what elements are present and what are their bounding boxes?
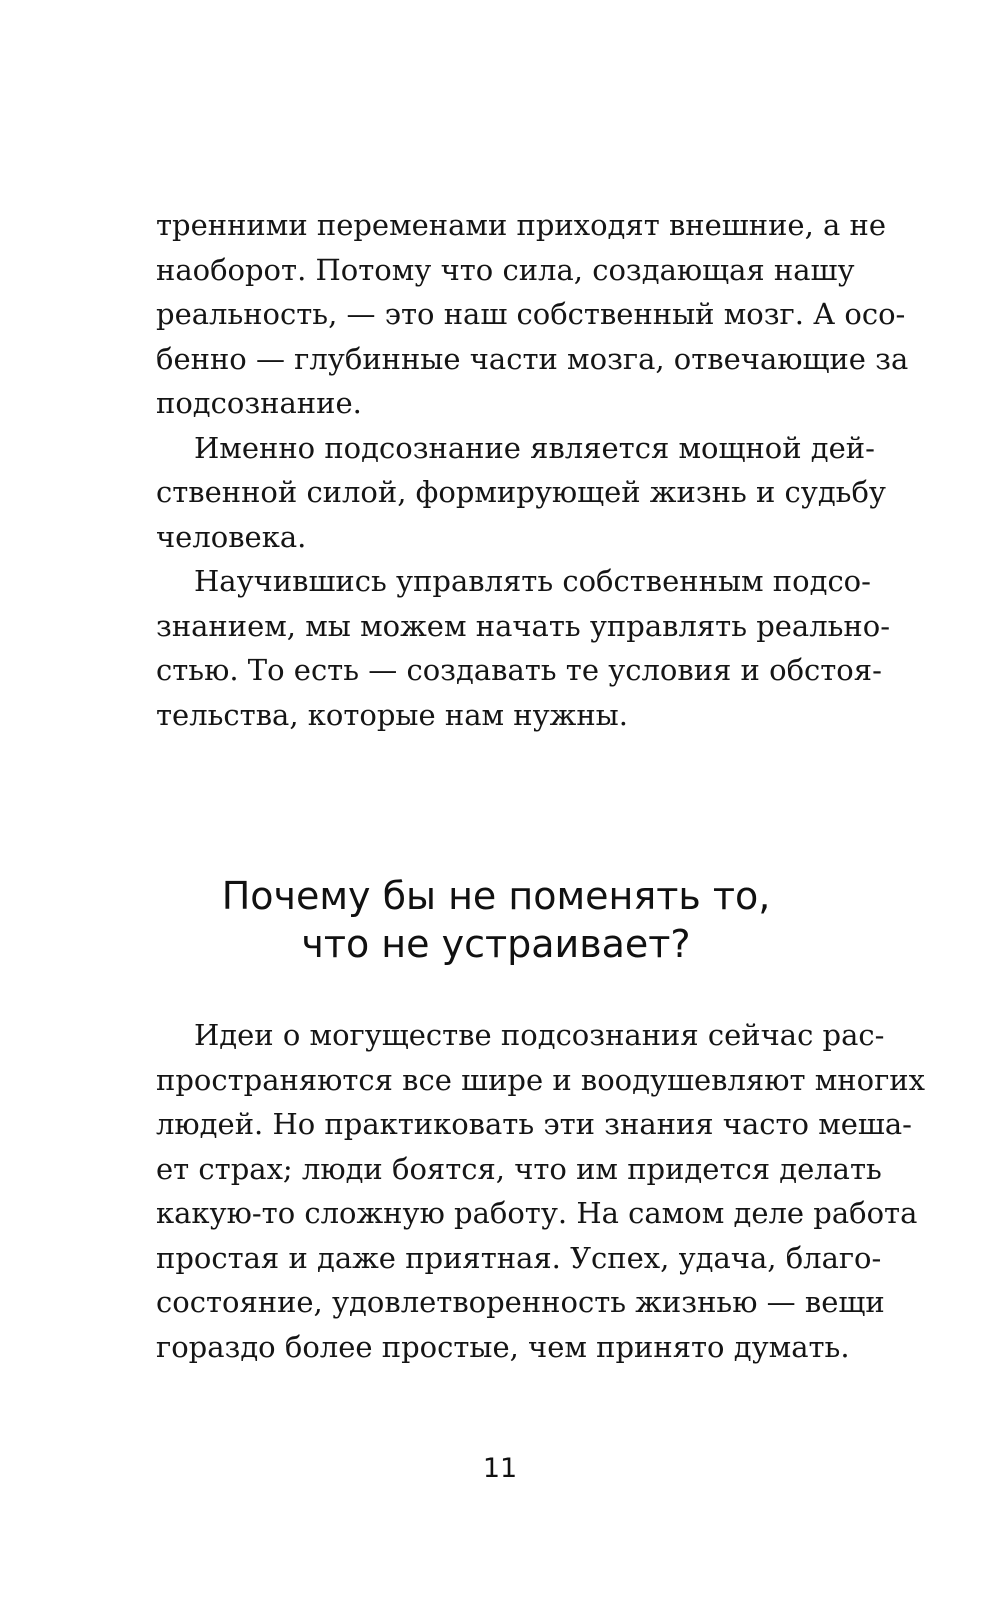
paragraph-continuation <box>156 203 909 426</box>
text-line: подсознание. <box>156 386 362 420</box>
text-line: бенно — глубинные части мозга, отвечающие за <box>156 341 909 376</box>
paragraph <box>156 559 891 737</box>
text-line: Научившись управлять собственным подсо- <box>194 564 871 598</box>
text-line: состояние, удовлетворенность жизнью — вещи <box>156 1285 885 1319</box>
text-line: ет страх; люди боятся, что им придется делать <box>156 1151 882 1186</box>
text-line: стью. То есть — создавать те условия и обстоя- <box>156 653 882 687</box>
text-line: пространяются все шире и воодушевляют многих <box>156 1062 925 1097</box>
text-line: людей. Но практиковать эти знания часто меша- <box>156 1107 912 1141</box>
page-number: 11 <box>482 1453 518 1484</box>
text-line: реальность, — это наш собственный мозг. А осо- <box>156 297 906 331</box>
text-line: знанием, мы можем начать управлять реально- <box>156 608 891 643</box>
text-line: Именно подсознание является мощной дей- <box>194 430 875 465</box>
text-line: наоборот. Потому что сила, создающая нашу <box>156 252 855 287</box>
text-line: тренними переменами приходят внешние, а не <box>156 208 886 242</box>
heading-line: Почему бы не поменять то, <box>221 874 771 918</box>
text-line: гораздо более простые, чем принято думать. <box>156 1329 850 1364</box>
heading-line: что не устраивает? <box>301 922 691 966</box>
section-heading <box>156 872 836 968</box>
paragraph <box>156 426 886 560</box>
text-line: человека. <box>156 519 307 554</box>
text-line: Идеи о могуществе подсознания сейчас рас- <box>194 1018 885 1052</box>
text-line: тельства, которые нам нужны. <box>156 697 628 732</box>
text-line: какую-то сложную работу. На самом деле работа <box>156 1196 918 1230</box>
bottom-text-block <box>156 1013 925 1369</box>
text-line: простая и даже приятная. Успех, удача, благо- <box>156 1240 882 1275</box>
top-text-block <box>156 203 909 737</box>
text-line: ственной силой, формирующей жизнь и судьбу <box>156 475 886 509</box>
paragraph <box>156 1013 925 1369</box>
